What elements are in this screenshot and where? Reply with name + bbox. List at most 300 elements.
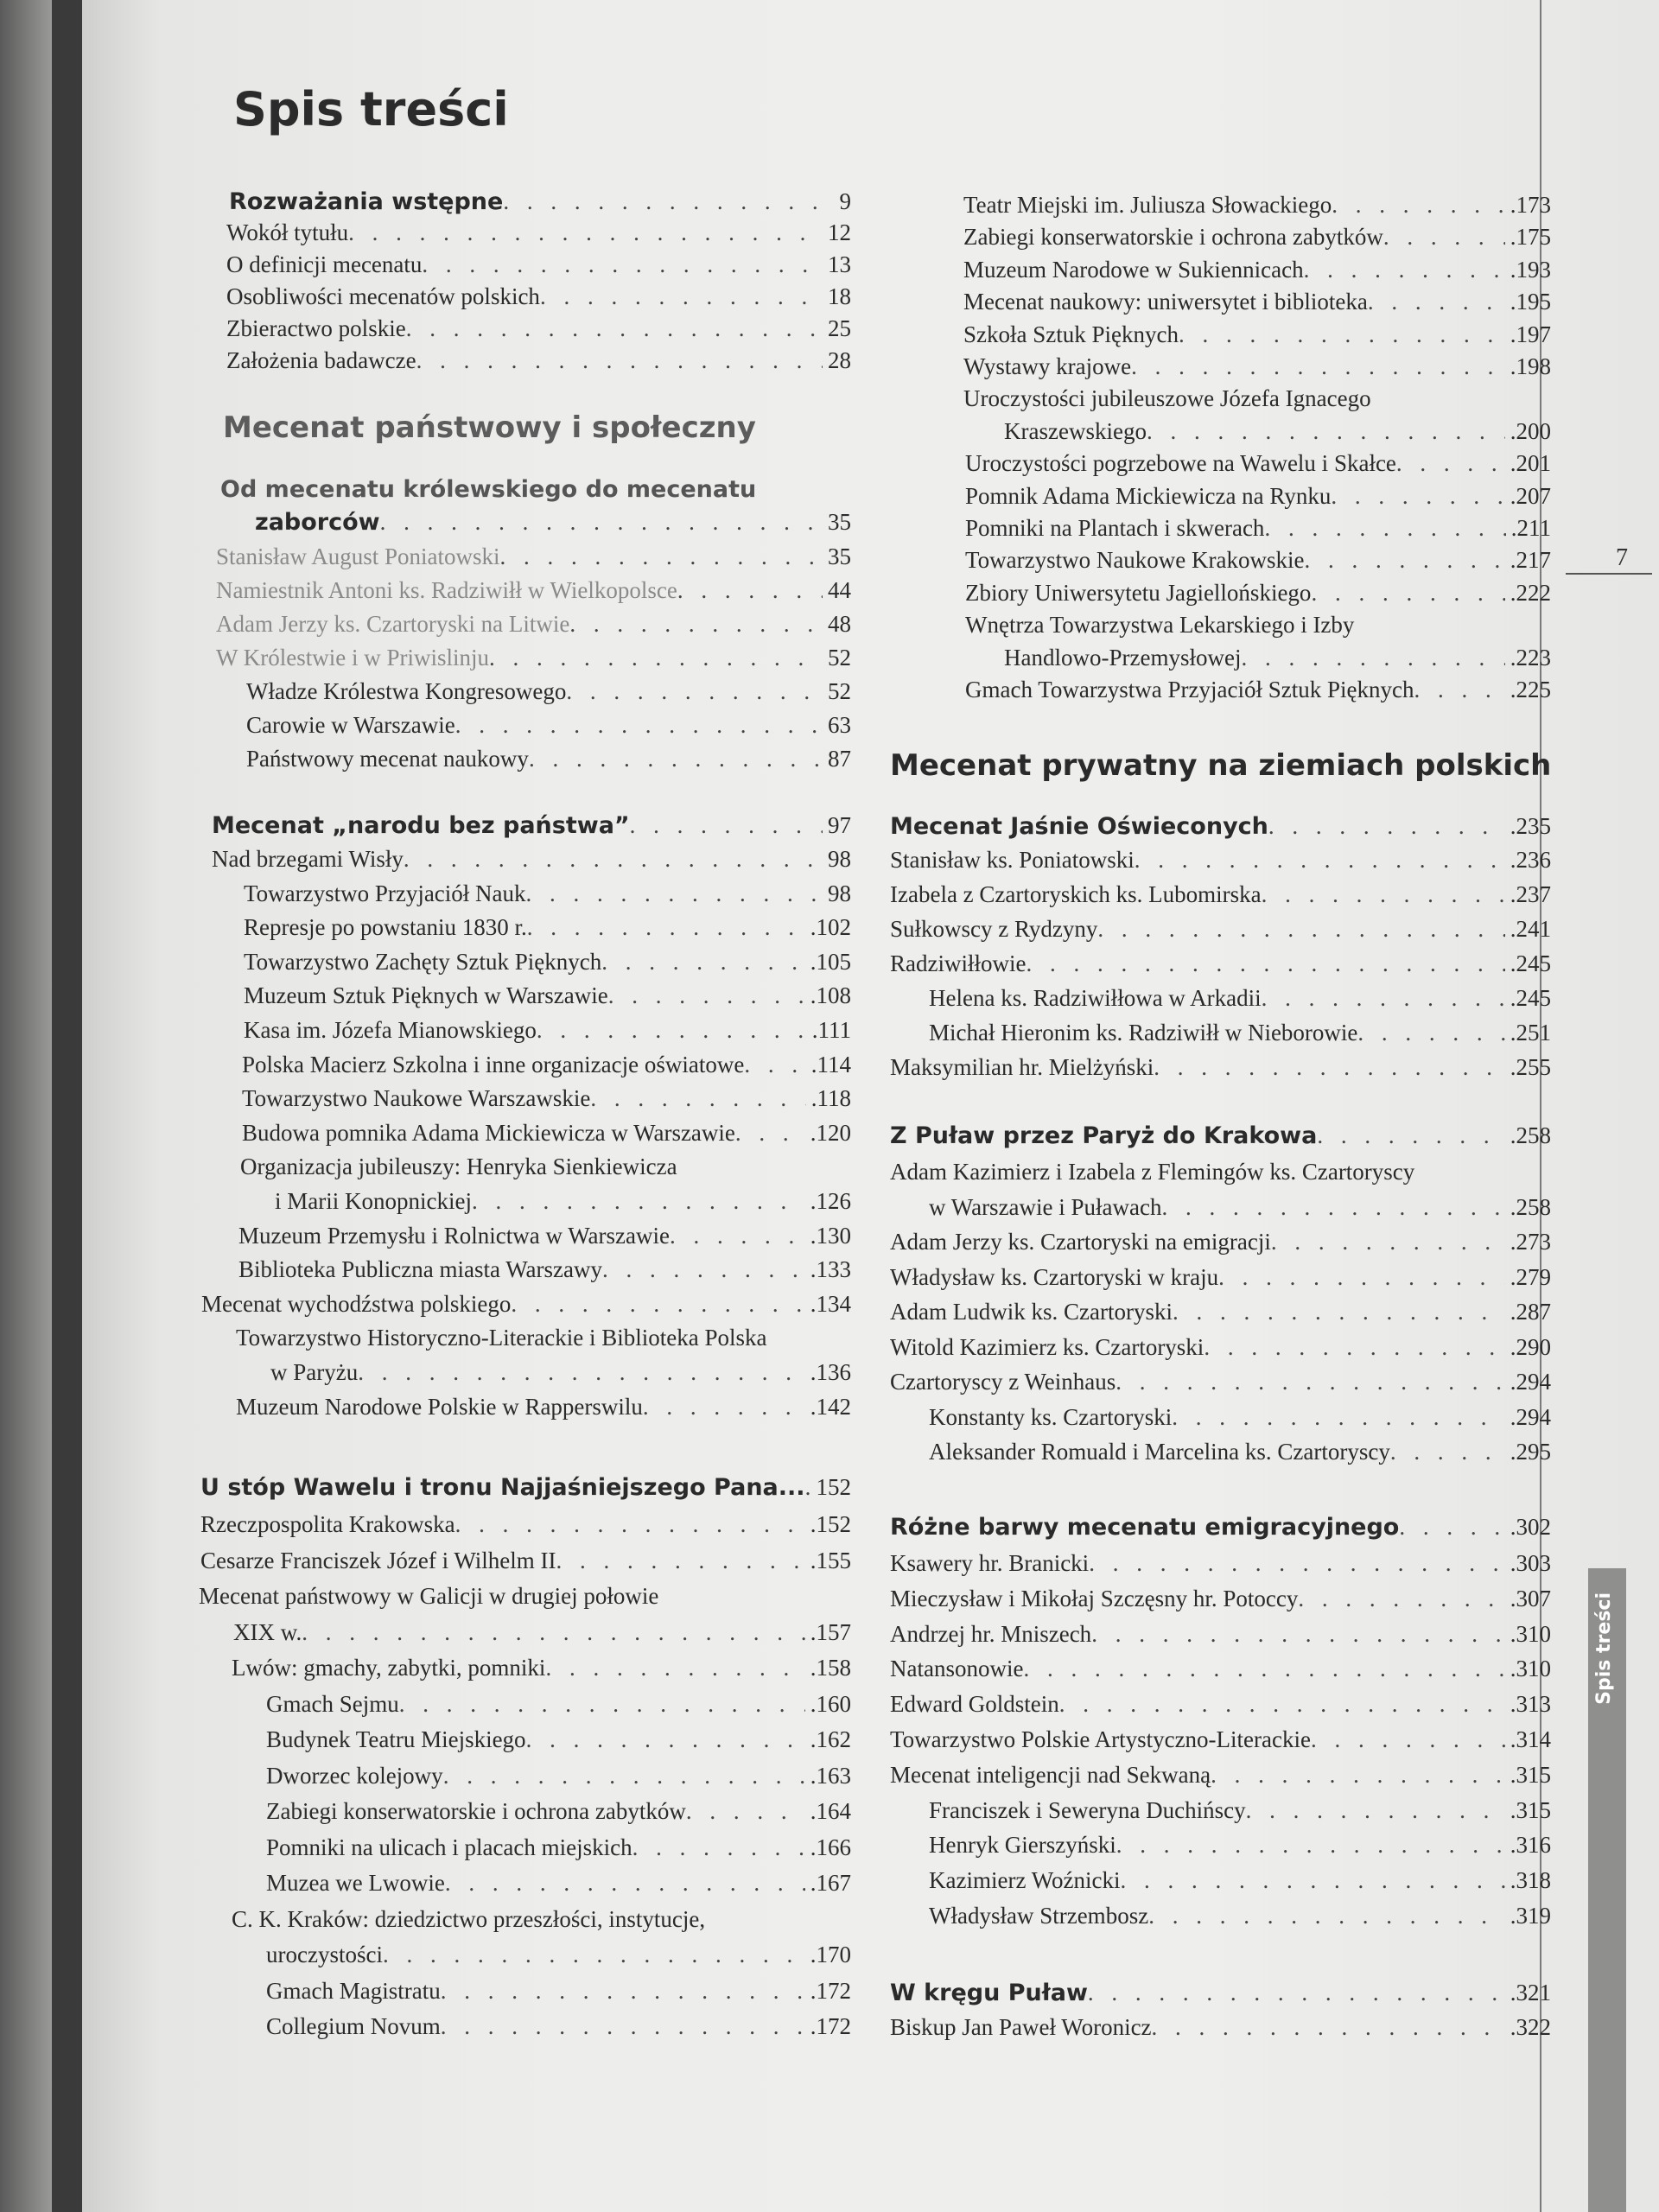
dot-leader [1211, 1758, 1505, 1791]
toc-entry-title: Polska Macierz Szkolna i inne organizacje oświatowe [242, 1051, 745, 1077]
toc-page-number: .295 [1510, 1439, 1551, 1465]
toc-entry-title: Mecenat państwowy w Galicji w drugiej połowie [199, 1583, 659, 1609]
dot-leader [744, 1048, 805, 1081]
toc-page-number: 25 [828, 315, 851, 341]
dot-leader [1262, 878, 1505, 911]
toc-page-number: .217 [1510, 547, 1551, 574]
toc-entry [200, 1508, 851, 1541]
toc-page-number: 52 [828, 645, 851, 671]
dot-leader [1120, 1864, 1504, 1897]
toc-entry [890, 1261, 1551, 1294]
toc-entry [965, 673, 1551, 706]
toc-page-number: .152 [810, 1511, 851, 1537]
toc-entry [890, 1582, 1551, 1615]
toc-page-number: .287 [1510, 1299, 1551, 1325]
dot-leader [1026, 947, 1504, 980]
toc-entry [929, 1016, 1551, 1049]
toc-page-number: .167 [810, 1870, 851, 1896]
dot-leader [735, 1116, 805, 1149]
toc-entry [236, 1390, 851, 1423]
toc-entry [929, 1401, 1551, 1433]
toc-page-number: .310 [1510, 1656, 1551, 1682]
dot-leader [1116, 1365, 1505, 1398]
toc-page-number: .155 [810, 1547, 851, 1573]
toc-entry-title: Władze Królestwa Kongresowego [246, 678, 567, 704]
dot-leader [1023, 1652, 1504, 1685]
toc-entry-title: O definicji mecenatu [226, 251, 423, 277]
toc-page-number: .130 [810, 1222, 851, 1249]
toc-entry [890, 2011, 1551, 2044]
toc-page-number: 13 [828, 251, 851, 277]
toc-page-number: .316 [1510, 1832, 1551, 1859]
toc-entry-title: Represje po powstaniu 1830 r. [244, 914, 527, 941]
dot-leader [404, 842, 823, 875]
dot-leader [1246, 1794, 1505, 1827]
toc-page-number: 35 [828, 543, 851, 569]
dot-leader [545, 1651, 804, 1684]
toc-page-number: .313 [1510, 1691, 1551, 1718]
toc-entry [226, 312, 851, 345]
toc-entry-title: uroczystości [266, 1942, 383, 1967]
dot-leader [1088, 1976, 1505, 2009]
toc-entry-title: Henryk Gierszyński [929, 1832, 1116, 1859]
toc-entry-title: Teatr Miejski im. Juliusza Słowackiego [963, 192, 1332, 218]
dot-leader [643, 1390, 805, 1423]
toc-page-number: .241 [1510, 916, 1551, 942]
toc-entry-title: Dworzec kolejowy [266, 1762, 443, 1789]
toc-page-number: .302 [1510, 1514, 1551, 1540]
dot-leader [805, 1471, 811, 1503]
dot-leader [677, 574, 823, 607]
toc-entry [890, 1723, 1551, 1756]
dot-leader [1271, 1225, 1505, 1258]
toc-entry-title: Biskup Jan Paweł Woronicz [890, 2014, 1152, 2040]
toc-entry [890, 1547, 1551, 1580]
dot-leader [686, 1795, 805, 1827]
toc-entry [890, 878, 1551, 911]
page-title: Spis treści [233, 82, 509, 137]
toc-page-number: .134 [810, 1290, 851, 1317]
toc-page-number: 97 [828, 812, 851, 838]
toc-entry-title: w Paryżu [270, 1359, 359, 1385]
toc-entry [242, 1082, 851, 1115]
toc-entry-title: Pomniki na Plantach i skwerach [965, 515, 1265, 541]
dot-leader [537, 1014, 807, 1046]
toc-page-number: .170 [810, 1942, 851, 1967]
toc-entry [1004, 641, 1551, 674]
toc-entry [890, 1331, 1551, 1363]
toc-entry [216, 540, 851, 573]
toc-entry [226, 344, 851, 377]
toc-page-number: 35 [828, 509, 851, 535]
toc-page-number: .173 [1510, 192, 1551, 218]
toc-entry-title: Zabiegi konserwatorskie i ochrona zabytków [963, 224, 1383, 251]
toc-page-number: 18 [828, 283, 851, 309]
toc-entry [965, 447, 1551, 480]
toc-entry-title: Budynek Teatru Miejskiego [266, 1726, 526, 1752]
toc-page-number: 28 [828, 347, 851, 373]
toc-entry-title: Cesarze Franciszek Józef i Wilhelm II [200, 1547, 556, 1573]
toc-page-number: .273 [1510, 1229, 1551, 1255]
toc-page-number: .136 [810, 1359, 851, 1385]
dot-leader [348, 216, 823, 249]
toc-entry-title: Muzeum Przemysłu i Rolnictwa w Warszawie [238, 1222, 670, 1249]
toc-page-number: .198 [1510, 353, 1551, 379]
toc-entry [890, 1295, 1551, 1328]
toc-page-number: .160 [810, 1690, 851, 1717]
toc-page-number: .158 [810, 1655, 851, 1681]
page-gutter [0, 0, 52, 2212]
dot-leader [1097, 912, 1504, 945]
toc-entry-title: Towarzystwo Naukowe Krakowskie [965, 547, 1305, 574]
dot-leader [1179, 318, 1505, 351]
toc-page-number: .222 [1510, 579, 1551, 606]
toc-page-number: .164 [810, 1798, 851, 1824]
toc-entry-title: Władysław Strzembosz [929, 1903, 1149, 1929]
toc-entry [929, 1794, 1551, 1827]
dot-leader [1059, 1688, 1505, 1720]
toc-entry [246, 742, 851, 775]
toc-entry-title: Wnętrza Towarzystwa Lekarskiego i Izby [965, 612, 1355, 639]
toc-entry [965, 512, 1551, 544]
toc-entry [963, 350, 1551, 383]
toc-entry [929, 1899, 1551, 1932]
toc-entry [963, 220, 1551, 253]
dot-leader [1298, 1582, 1504, 1615]
dot-leader [1173, 1295, 1505, 1328]
dot-leader [569, 607, 823, 640]
toc-page-number: .102 [810, 914, 851, 941]
toc-page-number: .172 [810, 1977, 851, 2004]
toc-page-number: .157 [810, 1618, 851, 1645]
toc-chapter [200, 1471, 851, 1503]
toc-entry-title: Uroczystości pogrzebowe na Wawelu i Skałce [965, 450, 1396, 477]
toc-chapter [890, 1119, 1551, 1152]
toc-entry [212, 842, 851, 875]
dot-leader [1148, 1899, 1505, 1932]
toc-entry [963, 285, 1551, 318]
dot-leader [1091, 1618, 1505, 1650]
dot-leader [503, 185, 834, 218]
dot-leader [529, 742, 823, 775]
dot-leader [527, 911, 805, 944]
toc-entry [216, 574, 851, 607]
toc-entry-title: Aleksander Romuald i Marcelina ks. Czartoryscy [929, 1439, 1390, 1465]
dot-leader [489, 641, 823, 674]
toc-entry [929, 982, 1551, 1014]
toc-chapter [220, 474, 851, 506]
toc-entry [236, 1321, 851, 1354]
toc-entry-title: Mecenat inteligencji nad Sekwaną [890, 1761, 1211, 1788]
toc-entry-title: Carowie w Warszawie [246, 712, 455, 738]
toc-entry-title: Towarzystwo Historyczno-Literackie i Biblioteka Polska [236, 1325, 767, 1351]
toc-entry-title: Stanisław August Poniatowski [216, 543, 500, 569]
dot-leader [1162, 1191, 1505, 1224]
toc-entry [275, 1185, 851, 1217]
dot-leader [1172, 1401, 1505, 1433]
toc-entry-title: Konstanty ks. Czartoryski [929, 1403, 1173, 1430]
toc-entry-title: Kraszewskiego [1004, 417, 1147, 444]
dot-leader [1311, 576, 1504, 609]
toc-page-number: .315 [1510, 1796, 1551, 1823]
toc-page-number: 44 [828, 577, 851, 603]
toc-entry [965, 543, 1551, 576]
dot-leader [1147, 415, 1505, 448]
section-heading: Mecenat prywatny na ziemiach polskich [890, 748, 1552, 783]
toc-page-number: .315 [1510, 1761, 1551, 1788]
toc-entry-title: Natansonowie [890, 1656, 1024, 1682]
toc-entry-title: Izabela z Czartoryskich ks. Lubomirska [890, 881, 1262, 907]
dot-leader [670, 1219, 805, 1252]
dot-leader [1089, 1547, 1505, 1580]
dot-leader [1131, 350, 1505, 383]
toc-page-number: .105 [810, 948, 851, 975]
toc-entry [201, 1287, 851, 1320]
toc-page-number: .114 [810, 1051, 851, 1077]
dot-leader [1262, 982, 1505, 1014]
toc-page-number: .294 [1510, 1403, 1551, 1430]
dot-leader [455, 709, 823, 741]
toc-page-number: .133 [810, 1256, 851, 1283]
toc-page-number: .126 [810, 1188, 851, 1214]
toc-entry [890, 1051, 1551, 1084]
dot-leader [445, 1866, 805, 1899]
toc-entry-title: Collegium Novum [266, 2013, 441, 2039]
dot-leader [1218, 1261, 1505, 1294]
toc-entry-title: Gmach Magistratu [266, 1977, 441, 2004]
toc-entry-title: Pomniki na ulicach i placach miejskich [266, 1834, 632, 1860]
toc-entry-title: W Królestwie i w Priwislinju [216, 645, 489, 671]
toc-page-number: .193 [1510, 256, 1551, 283]
dot-leader [1396, 447, 1505, 480]
dot-leader [511, 1287, 804, 1320]
toc-entry-title: C. K. Kraków: dziedzictwo przeszłości, instytucje, [232, 1905, 706, 1932]
toc-entry [965, 608, 1551, 641]
toc-entry [890, 1225, 1551, 1258]
dot-leader [1241, 641, 1504, 674]
dot-leader [630, 809, 823, 842]
toc-entry [232, 1651, 851, 1684]
page-number: 7 [1616, 544, 1628, 571]
dot-leader [1135, 843, 1505, 876]
toc-page-number: .142 [810, 1393, 851, 1420]
toc-entry [929, 1435, 1551, 1468]
toc-page-number: .318 [1510, 1867, 1551, 1894]
toc-entry [226, 216, 851, 249]
toc-page-number: .310 [1510, 1620, 1551, 1647]
dot-leader [406, 312, 823, 345]
toc-entry-title: Towarzystwo Przyjaciół Nauk [244, 880, 526, 906]
dot-leader [358, 1356, 805, 1389]
toc-entry [233, 1616, 851, 1649]
toc-page-number: .255 [1510, 1054, 1551, 1080]
toc-entry [246, 675, 851, 708]
toc-entry-title: Gmach Towarzystwa Przyjaciół Sztuk Pięknych [965, 677, 1414, 702]
toc-entry [266, 1866, 851, 1899]
toc-entry [890, 1365, 1551, 1398]
toc-page-number: .197 [1510, 321, 1551, 347]
toc-page-number: .108 [810, 982, 851, 1009]
dot-leader [1368, 285, 1505, 318]
side-tab [1588, 1568, 1626, 2212]
toc-entry-title: Rozważania wstępne [229, 188, 504, 215]
toc-page-number: .294 [1510, 1369, 1551, 1395]
toc-entry [270, 1356, 851, 1389]
dot-leader [1332, 188, 1504, 221]
toc-entry-title: Stanisław ks. Poniatowski [890, 847, 1135, 873]
dot-leader [540, 280, 823, 313]
toc-entry-title: w Warszawie i Puławach [929, 1193, 1162, 1220]
toc-entry [216, 641, 851, 674]
toc-chapter [229, 185, 851, 218]
toc-page-number: 152 [816, 1474, 851, 1500]
toc-entry [963, 253, 1551, 286]
toc-entry [890, 1155, 1551, 1188]
toc-entry [965, 480, 1551, 512]
toc-page-number: .258 [1510, 1193, 1551, 1220]
dot-leader [500, 540, 823, 573]
toc-entry-title: Nad brzegami Wisły [212, 846, 404, 872]
toc-entry-title: Adam Kazimierz i Izabela z Flemingów ks. Czartoryscy [890, 1159, 1415, 1185]
toc-entry [199, 1580, 851, 1612]
toc-entry-title: Maksymilian hr. Mielżyński [890, 1054, 1154, 1080]
toc-entry [266, 1723, 851, 1756]
toc-page-number: .118 [810, 1085, 851, 1112]
toc-entry [929, 1864, 1551, 1897]
toc-entry [890, 912, 1551, 945]
toc-page-number: .175 [1510, 224, 1551, 251]
toc-page-number: .314 [1510, 1726, 1551, 1752]
toc-page-number: .235 [1510, 813, 1551, 839]
toc-page-number: .223 [1510, 644, 1551, 671]
toc-chapter [890, 1510, 1551, 1543]
toc-entry [266, 2010, 851, 2043]
toc-entry-title: Muzeum Sztuk Pięknych w Warszawie [244, 982, 608, 1009]
toc-entry-title: Zabiegi konserwatorskie i ochrona zabytków [266, 1798, 686, 1824]
toc-entry [238, 1219, 851, 1252]
toc-entry [929, 1191, 1551, 1224]
toc-entry-title: Zbieractwo polskie [226, 315, 406, 341]
dot-leader [472, 1185, 805, 1217]
toc-entry-title: Kazimierz Woźnicki [929, 1867, 1121, 1894]
toc-entry-title: W kręgu Puław [890, 1980, 1088, 2006]
toc-entry-title: Władysław ks. Czartoryski w kraju [890, 1263, 1219, 1290]
toc-entry-title: Radziwiłłowie [890, 950, 1027, 976]
toc-entry-title: Muzeum Narodowe Polskie w Rapperswilu [236, 1393, 643, 1420]
toc-entry-title: Towarzystwo Polskie Artystyczno-Literackie [890, 1726, 1311, 1752]
toc-entry-title: Różne barwy mecenatu emigracyjnego [890, 1514, 1400, 1541]
dot-leader [1116, 1828, 1505, 1861]
dot-leader [441, 1974, 805, 2007]
toc-entry-title: Biblioteka Publiczna miasta Warszawy [238, 1256, 602, 1283]
toc-entry-title: Mecenat Jaśnie Oświeconych [890, 813, 1268, 840]
toc-entry-title: Zbiory Uniwersytetu Jagiellońskiego [965, 579, 1312, 606]
toc-page-number: .279 [1510, 1263, 1551, 1290]
dot-leader [441, 2010, 805, 2043]
toc-page-number: 12 [828, 219, 851, 245]
toc-entry-title: zaborców [255, 509, 380, 536]
toc-entry-title: Wystawy krajowe [963, 353, 1132, 379]
toc-page-number: .307 [1510, 1585, 1551, 1611]
toc-chapter [890, 810, 1551, 842]
toc-entry [266, 1759, 851, 1792]
toc-entry-title: Szkoła Sztuk Pięknych [963, 321, 1179, 347]
toc-page-number: .321 [1510, 1980, 1551, 2005]
toc-chapter [890, 1976, 1551, 2009]
toc-page-number: .163 [810, 1762, 851, 1789]
toc-entry-title: Adam Ludwik ks. Czartoryski [890, 1299, 1173, 1325]
toc-page-number: .201 [1510, 450, 1551, 477]
toc-entry-title: Franciszek i Seweryna Duchińscy [929, 1796, 1246, 1823]
dot-leader [455, 1508, 805, 1541]
toc-entry-title: Edward Goldstein [890, 1691, 1059, 1718]
toc-page-number: .258 [1510, 1122, 1551, 1148]
toc-entry-title: Kasa im. Józefa Mianowskiego [244, 1017, 537, 1043]
toc-entry [266, 1974, 851, 2007]
toc-page-number: .172 [810, 2013, 851, 2039]
toc-page-number: .211 [1510, 515, 1551, 541]
toc-entry-title: Namiestnik Antoni ks. Radziwiłł w Wielkopolsce [216, 577, 677, 603]
dot-leader [526, 1723, 805, 1756]
dot-leader [566, 675, 823, 708]
toc-entry-title: Mecenat wychodźstwa polskiego [201, 1290, 512, 1317]
dot-leader [1305, 543, 1505, 576]
toc-page-number: .251 [1510, 1020, 1551, 1046]
toc-entry [965, 576, 1551, 609]
toc-page-number: .322 [1510, 2014, 1551, 2040]
dot-leader [1311, 1723, 1505, 1756]
toc-entry-title: Towarzystwo Zachęty Sztuk Pięknych [244, 948, 602, 975]
toc-entry [244, 877, 851, 910]
toc-page-number: .237 [1510, 881, 1551, 907]
toc-entry [929, 1828, 1551, 1861]
toc-entry [242, 1116, 851, 1149]
dot-leader [1383, 220, 1505, 253]
toc-page-number: .319 [1510, 1903, 1551, 1929]
toc-page-number: .245 [1510, 985, 1551, 1011]
toc-entry-title: Mecenat „narodu bez państwa” [212, 812, 630, 839]
dot-leader [1204, 1331, 1504, 1363]
dot-leader [1331, 480, 1504, 512]
side-tab-label: Spis treści [1593, 1592, 1615, 1705]
toc-page-number: 9 [839, 188, 851, 214]
toc-entry-title: Osobliwości mecenatów polskich [226, 283, 540, 309]
dot-leader [1152, 2011, 1505, 2044]
toc-entry-title: Organizacja jubileuszy: Henryka Sienkiewicza [240, 1154, 677, 1180]
toc-page-number: .120 [810, 1119, 851, 1146]
toc-entry-title: U stóp Wawelu i tronu Najjaśniejszego Pana... [200, 1474, 805, 1501]
toc-entry-title: Adam Jerzy ks. Czartoryski na emigracji [890, 1229, 1271, 1255]
toc-entry-title: i Marii Konopnickiej [275, 1188, 472, 1214]
toc-entry [963, 188, 1551, 221]
toc-entry [232, 1903, 851, 1936]
toc-entry-title: Adam Jerzy ks. Czartoryski na Litwie [216, 611, 570, 637]
toc-page-number: .166 [810, 1834, 851, 1860]
toc-entry-title: Lwów: gmachy, zabytki, pomniki [232, 1655, 546, 1681]
dot-leader [526, 877, 823, 910]
dot-leader [556, 1544, 805, 1577]
toc-entry [890, 947, 1551, 980]
toc-entry [226, 280, 851, 313]
toc-entry-title: Handlowo-Przemysłowej [1004, 644, 1242, 671]
toc-entry [963, 382, 1551, 415]
toc-page-number: .290 [1510, 1333, 1551, 1360]
toc-entry [216, 607, 851, 640]
toc-entry-title: Pomnik Adama Mickiewicza na Rynku [965, 482, 1332, 509]
dot-leader [632, 1831, 805, 1864]
toc-entry-title: Muzea we Lwowie [266, 1870, 445, 1896]
dot-leader [1268, 810, 1505, 842]
